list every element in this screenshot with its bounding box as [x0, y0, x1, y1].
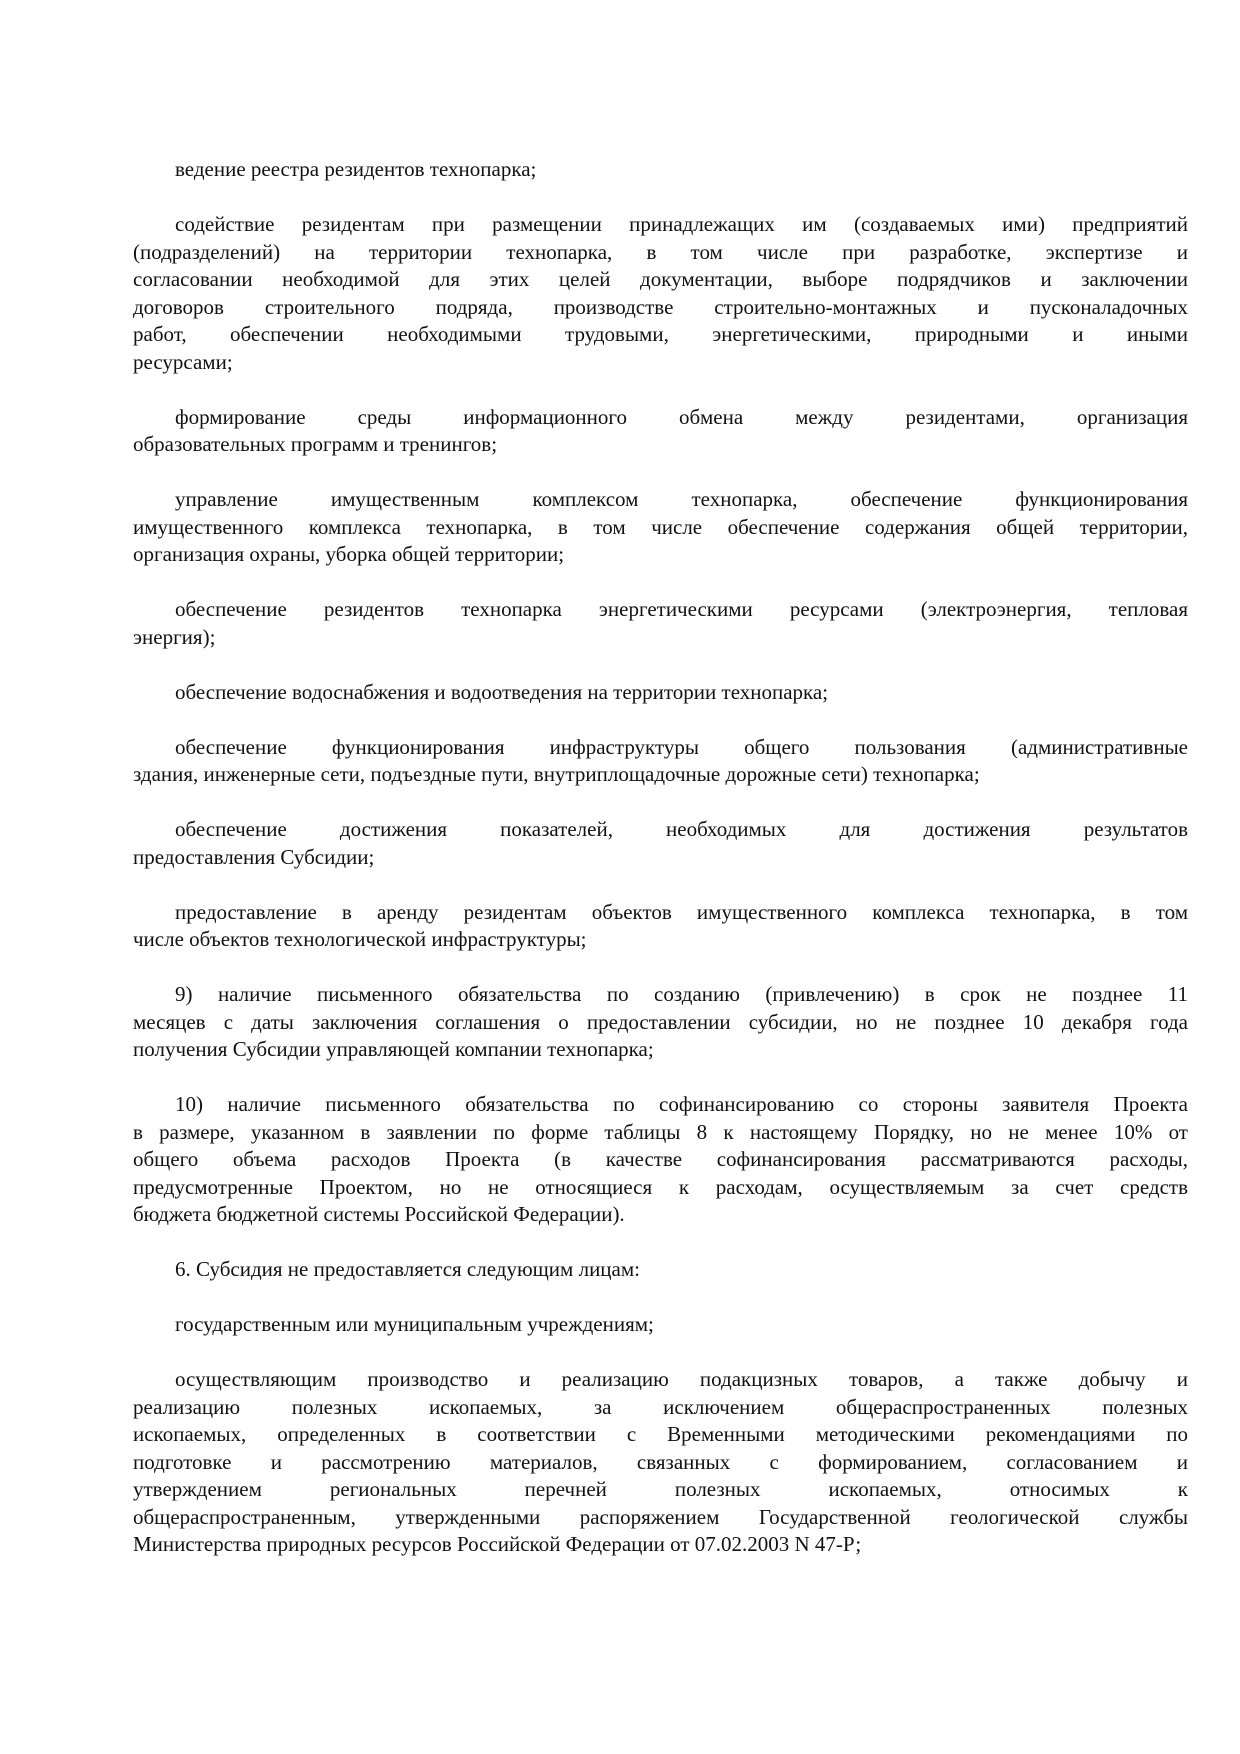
paragraph — [133, 486, 1188, 569]
text-line: содействие резидентам при размещении принадлежащих им (создаваемых ими) предприятий — [175, 212, 1188, 236]
paragraph — [133, 899, 1188, 954]
text-line: 9) наличие письменного обязательства по созданию (привлечению) в срок не позднее 11 — [175, 982, 1188, 1006]
text-line: 6. Субсидия не предоставляется следующим лицам: — [175, 1257, 640, 1281]
text-line: обеспечение достижения показателей, необходимых для достижения результатов — [175, 817, 1188, 841]
text-line: организация охраны, уборка общей территории; — [133, 542, 565, 566]
paragraph — [133, 679, 1188, 707]
text-line: ведение реестра резидентов технопарка; — [175, 157, 537, 181]
paragraph — [133, 981, 1188, 1064]
paragraph — [133, 404, 1188, 459]
text-line: здания, инженерные сети, подъездные пути, внутриплощадочные дорожные сети) технопарка; — [133, 762, 980, 786]
paragraph — [133, 1256, 1188, 1284]
document-page — [133, 156, 1188, 1586]
text-line: месяцев с даты заключения соглашения о предоставлении субсидии, но не позднее 10 декабря года — [133, 1009, 1188, 1034]
text-line: образовательных программ и тренингов; — [133, 432, 498, 456]
text-line: в размере, указанном в заявлении по форме таблицы 8 к настоящему Порядку, но не менее 10% от — [133, 1119, 1188, 1144]
paragraph — [133, 1091, 1188, 1229]
text-line: обеспечение резидентов технопарка энергетическими ресурсами (электроэнергия, тепловая — [175, 597, 1188, 621]
text-line: энергия); — [133, 624, 216, 649]
text-line: осуществляющим производство и реализацию подакцизных товаров, а также добычу и — [175, 1367, 1188, 1391]
paragraph — [133, 156, 1188, 184]
text-line: реализацию полезных ископаемых, за исключением общераспространенных полезных — [133, 1394, 1188, 1419]
text-line: обеспечение функционирования инфраструктуры общего пользования (административные — [175, 734, 1188, 759]
text-line: предоставления Субсидии; — [133, 844, 375, 869]
paragraph — [133, 211, 1188, 376]
text-line: получения Субсидии управляющей компании технопарка; — [133, 1037, 654, 1061]
paragraph — [133, 816, 1188, 871]
text-line: договоров строительного подряда, производстве строительно-монтажных и пусконаладочных — [133, 294, 1188, 319]
text-line: имущественного комплекса технопарка, в том числе обеспечение содержания общей территории, — [133, 514, 1188, 539]
text-line: обеспечение водоснабжения и водоотведения на территории технопарка; — [175, 679, 829, 704]
text-line: Министерства природных ресурсов Российской Федерации от 07.02.2003 N 47-Р; — [133, 1532, 862, 1556]
text-line: (подразделений) на территории технопарка, в том числе при разработке, экспертизе и — [133, 239, 1188, 264]
paragraph — [133, 596, 1188, 651]
text-line: ископаемых, определенных в соответствии с Временными методическими рекомендациями по — [133, 1422, 1188, 1446]
text-line: 10) наличие письменного обязательства по софинансированию со стороны заявителя Проекта — [175, 1092, 1188, 1116]
paragraph — [133, 1311, 1188, 1339]
text-line: общераспространенным, утвержденными распоряжением Государственной геологической службы — [133, 1504, 1188, 1529]
text-line: общего объема расходов Проекта (в качестве софинансирования рассматриваются расходы, — [133, 1147, 1188, 1171]
text-line: согласовании необходимой для этих целей документации, выборе подрядчиков и заключении — [133, 267, 1188, 291]
paragraph — [133, 1366, 1188, 1559]
text-line: государственным или муниципальным учреждениям; — [175, 1312, 654, 1336]
paragraph — [133, 734, 1188, 789]
text-line: ресурсами; — [133, 349, 233, 374]
text-line: формирование среды информационного обмена между резидентами, организация — [175, 404, 1188, 429]
text-line: предоставление в аренду резидентам объектов имущественного комплекса технопарка, в том — [175, 899, 1188, 924]
text-line: управление имущественным комплексом технопарка, обеспечение функционирования — [175, 487, 1188, 511]
text-line: бюджета бюджетной системы Российской Федерации). — [133, 1202, 625, 1226]
text-line: утверждением региональных перечней полезных ископаемых, относимых к — [133, 1477, 1188, 1501]
text-line: подготовке и рассмотрению материалов, связанных с формированием, согласованием и — [133, 1449, 1188, 1474]
text-line: числе объектов технологической инфраструктуры; — [133, 927, 587, 951]
text-line: предусмотренные Проектом, но не относящиеся к расходам, осуществляемым за счет средств — [133, 1174, 1188, 1199]
text-line: работ, обеспечении необходимыми трудовыми, энергетическими, природными и иными — [133, 322, 1188, 346]
